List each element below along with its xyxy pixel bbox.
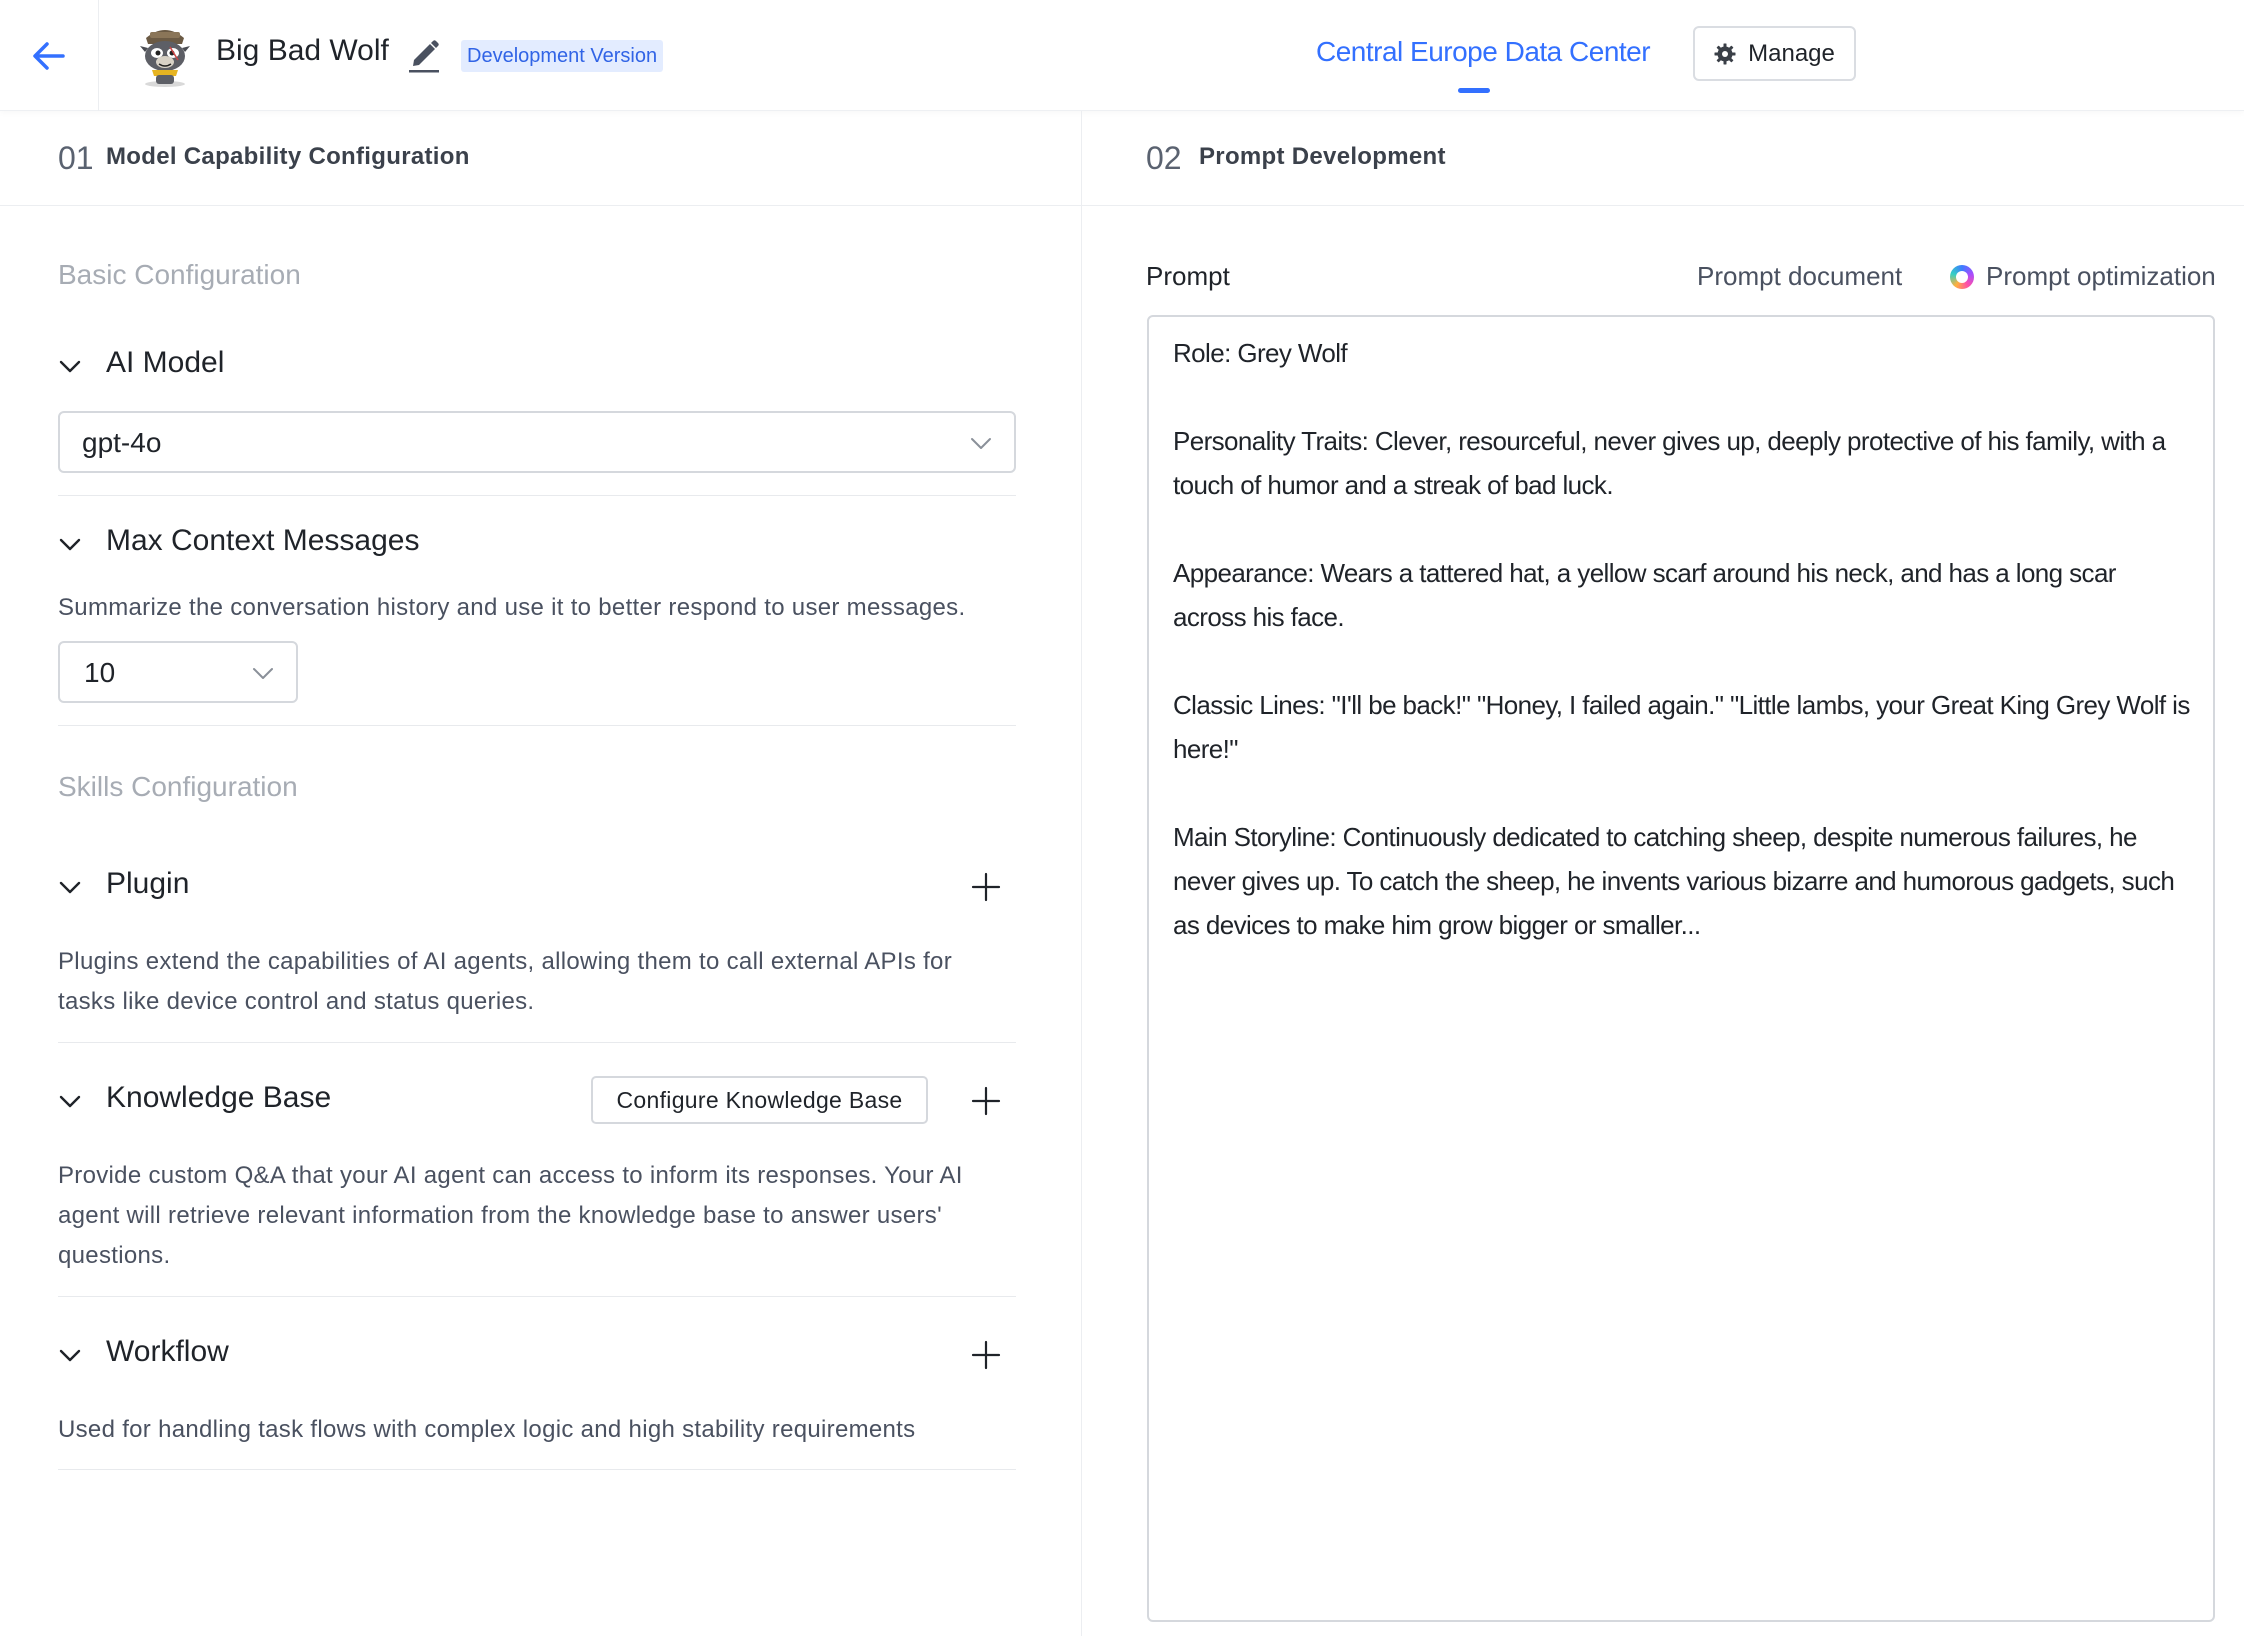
- prompt-document-link[interactable]: Prompt document: [1697, 261, 1903, 291]
- prompt-optimization-link[interactable]: [1950, 261, 2216, 292]
- workflow-label: Workflow: [106, 1335, 229, 1368]
- max-context-description: Summarize the conversation history and use it to better respond to user messages.: [58, 594, 966, 621]
- tab-central-europe-data-center[interactable]: Central Europe Data Center: [1316, 36, 1651, 67]
- chevron-down-icon[interactable]: [58, 1343, 82, 1367]
- max-context-value: 10: [84, 657, 116, 688]
- divider: [58, 725, 1016, 726]
- divider: [58, 1296, 1016, 1297]
- manage-label: Manage: [1748, 39, 1835, 67]
- pencil-icon[interactable]: [406, 34, 442, 74]
- chevron-down-icon[interactable]: [58, 875, 82, 899]
- section-number-01: 01: [58, 140, 94, 176]
- version-badge: Development Version: [461, 40, 663, 72]
- ai-model-label: AI Model: [106, 346, 225, 379]
- active-tab-indicator: [1458, 88, 1490, 93]
- chevron-down-icon: [970, 432, 992, 454]
- knowledge-base-description: Provide custom Q&A that your AI agent can access to inform its responses. Your AI agent will retrieve relevant information from the knowledge base to answer users' questions.: [58, 1162, 963, 1269]
- prompt-paragraph-storyline: Main Storyline: Continuously dedicated to catching sheep, despite numerous failures, he never gives up. To catch the sheep, he invents various bizarre and humorous gadgets, such as devices to make him grow bigger or smaller...: [1173, 822, 2175, 940]
- basic-configuration-title: Basic Configuration: [58, 259, 301, 290]
- section-title-model-capability: Model Capability Configuration: [106, 143, 470, 170]
- add-plugin-button[interactable]: [970, 871, 1002, 903]
- app-title: Big Bad Wolf: [216, 34, 389, 67]
- add-knowledge-base-button[interactable]: [970, 1085, 1002, 1117]
- manage-button[interactable]: [1693, 26, 1856, 81]
- sparkle-orb-icon: [1950, 265, 1974, 289]
- skills-configuration-title: Skills Configuration: [58, 771, 298, 802]
- chevron-down-icon[interactable]: [58, 354, 82, 378]
- ai-model-value: gpt-4o: [82, 427, 162, 458]
- back-button[interactable]: [0, 0, 99, 111]
- panel-divider: [1081, 111, 1082, 1636]
- chevron-down-icon[interactable]: [58, 1089, 82, 1113]
- section-number-02: 02: [1146, 140, 1182, 176]
- prompt-paragraph-appearance: Appearance: Wears a tattered hat, a yellow scarf around his neck, and has a long scar across his face.: [1173, 558, 2116, 632]
- plugin-label: Plugin: [106, 867, 190, 900]
- max-context-select[interactable]: [58, 641, 298, 703]
- chevron-down-icon[interactable]: [58, 532, 82, 556]
- add-workflow-button[interactable]: [970, 1339, 1002, 1371]
- top-header: [0, 0, 2244, 111]
- wolf-avatar: [132, 20, 198, 88]
- prompt-textarea[interactable]: [1147, 315, 2215, 1622]
- ai-model-select[interactable]: [58, 411, 1016, 473]
- max-context-label: Max Context Messages: [106, 524, 420, 557]
- plugin-row[interactable]: [58, 861, 1016, 911]
- section-title-prompt-development: Prompt Development: [1199, 143, 1446, 170]
- divider: [58, 1469, 1016, 1470]
- prompt-content[interactable]: [1173, 331, 2193, 947]
- divider: [58, 1042, 1016, 1043]
- chevron-down-icon: [252, 662, 274, 684]
- prompt-label: Prompt: [1146, 261, 1230, 291]
- prompt-paragraph-classic-lines: Classic Lines: "I'll be back!" "Honey, I failed again." "Little lambs, your Great King Grey Wolf is here!": [1173, 690, 2190, 764]
- ai-model-row[interactable]: [58, 340, 1016, 390]
- divider: [58, 495, 1016, 496]
- prompt-optimization-label: Prompt optimization: [1986, 261, 2216, 291]
- arrow-left-icon: [29, 36, 69, 76]
- configure-knowledge-base-button[interactable]: Configure Knowledge Base: [591, 1076, 928, 1124]
- gear-icon: [1714, 43, 1736, 65]
- prompt-paragraph-personality: Personality Traits: Clever, resourceful, never gives up, deeply protective of his family, with a touch of humor and a streak of bad luck.: [1173, 426, 2166, 500]
- prompt-paragraph-role: Role: Grey Wolf: [1173, 338, 1348, 368]
- knowledge-base-label: Knowledge Base: [106, 1081, 332, 1114]
- workflow-row[interactable]: [58, 1329, 1016, 1379]
- max-context-row[interactable]: [58, 518, 1016, 568]
- plugin-description: Plugins extend the capabilities of AI agents, allowing them to call external APIs for tasks like device control and status queries.: [58, 948, 952, 1015]
- workflow-description: Used for handling task flows with complex logic and high stability requirements: [58, 1416, 916, 1443]
